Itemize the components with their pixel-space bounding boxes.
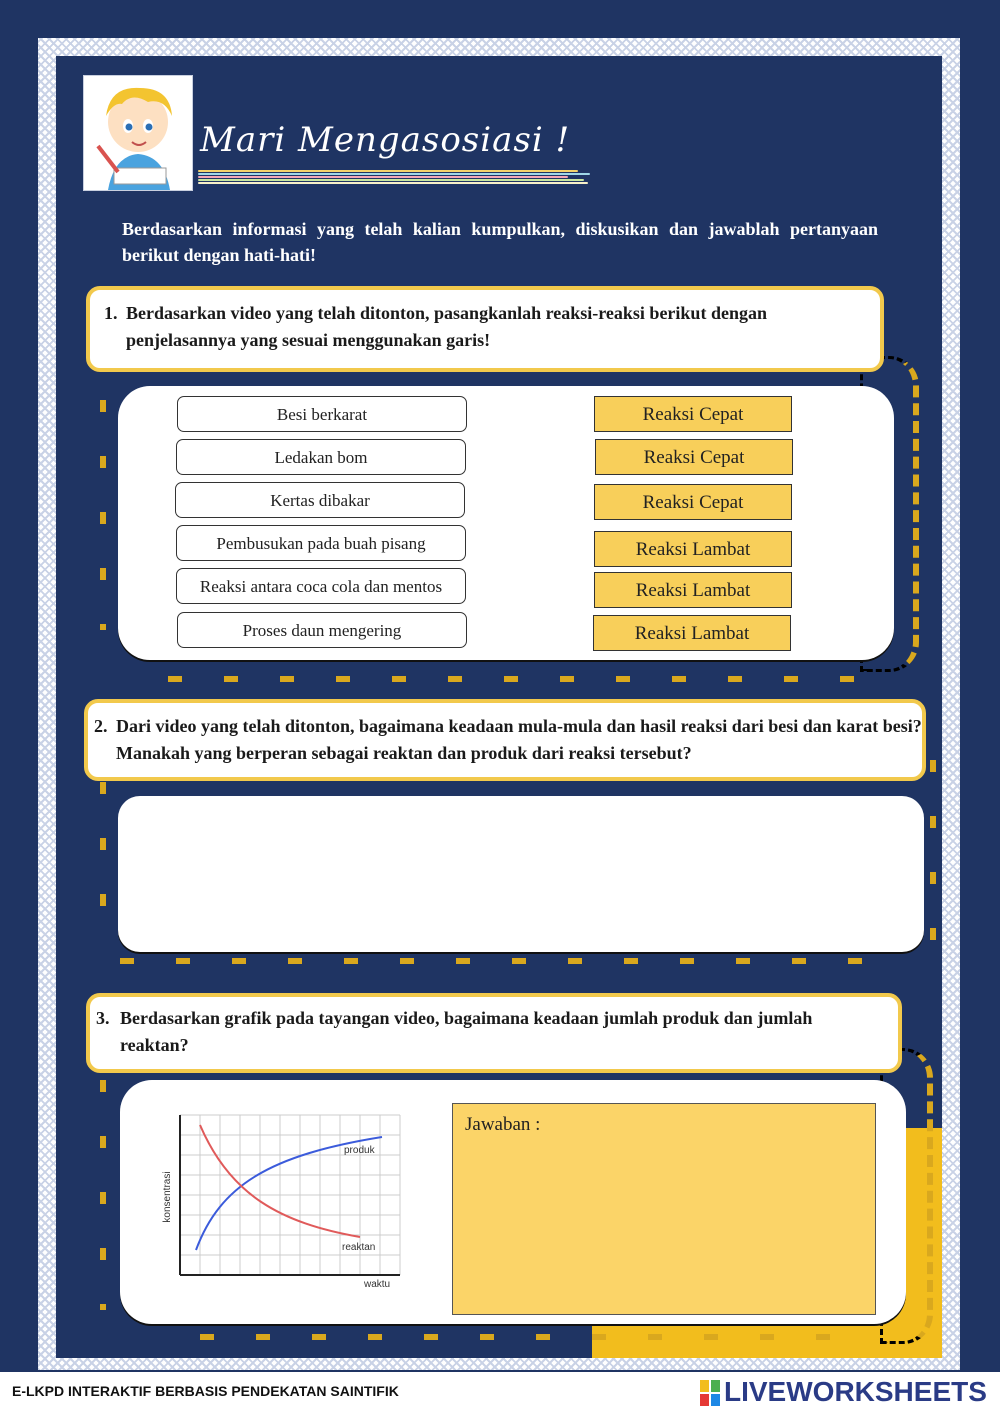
- q3-dash-left: [100, 1080, 106, 1310]
- q2-dash-left: [100, 782, 106, 932]
- q1-dash-left: [100, 400, 106, 630]
- graph-xlabel: waktu: [364, 1279, 391, 1290]
- match-right-item[interactable]: Reaksi Lambat: [594, 572, 792, 608]
- match-left-item[interactable]: Pembusukan pada buah pisang: [176, 525, 466, 561]
- q2-dash-bottom: [120, 958, 880, 964]
- concentration-time-graph: [150, 1105, 410, 1295]
- graph-reaktan-label: reaktan: [342, 1242, 376, 1253]
- question-3-text: Berdasarkan grafik pada tayangan video, bagaimana keadaan jumlah produk dan jumlah reaktan?: [120, 1008, 813, 1055]
- match-right-item[interactable]: Reaksi Lambat: [593, 615, 791, 651]
- question-1-text: Berdasarkan video yang telah ditonton, pasangkanlah reaksi-reaksi berikut dengan penjelasannya yang sesuai menggunakan garis!: [126, 303, 767, 350]
- q3-answer-field[interactable]: [452, 1103, 876, 1315]
- match-left-item[interactable]: Reaksi antara coca cola dan mentos: [176, 568, 466, 604]
- q2-answer-field[interactable]: [118, 796, 924, 952]
- boy-writing-illustration: [83, 75, 193, 191]
- match-left-item[interactable]: Besi berkarat: [177, 396, 467, 432]
- page-title: Mari Mengasosiasi !: [200, 120, 571, 160]
- liveworksheets-logo-icon: [700, 1380, 720, 1406]
- match-left-item[interactable]: Proses daun mengering: [177, 612, 467, 648]
- answer-label: Jawaban :: [465, 1114, 541, 1135]
- match-left-item[interactable]: Kertas dibakar: [175, 482, 465, 518]
- question-3-number: 3.: [96, 1008, 110, 1028]
- question-2-box: [84, 699, 926, 781]
- match-right-item[interactable]: Reaksi Cepat: [594, 484, 792, 520]
- footer-title: E-LKPD INTERAKTIF BERBASIS PENDEKATAN SAINTIFIK: [12, 1383, 399, 1399]
- footer: [0, 1372, 1000, 1413]
- q1-dash-bottom: [168, 676, 868, 682]
- question-1-number: 1.: [104, 303, 118, 323]
- match-right-item[interactable]: Reaksi Lambat: [594, 531, 792, 567]
- question-1-box: [86, 286, 884, 372]
- match-right-item[interactable]: Reaksi Cepat: [595, 439, 793, 475]
- intro-text: Berdasarkan informasi yang telah kalian kumpulkan, diskusikan dan jawablah pertanyaan berikut dengan hati-hati!: [122, 219, 878, 265]
- match-left-item[interactable]: Ledakan bom: [176, 439, 466, 475]
- graph-ylabel: konsentrasi: [162, 1171, 173, 1223]
- liveworksheets-brand: LIVEWORKSHEETS: [724, 1376, 987, 1407]
- question-3-box: [86, 993, 902, 1073]
- question-2-text: Dari video yang telah ditonton, bagaimana keadaan mula-mula dan hasil reaksi dari besi dan karat besi? Manakah yang berperan sebagai reaktan dan produk dari reaksi tersebut?: [116, 716, 922, 763]
- match-right-item[interactable]: Reaksi Cepat: [594, 396, 792, 432]
- q3-dash-bottom: [200, 1334, 860, 1340]
- graph-produk-label: produk: [344, 1145, 375, 1156]
- q2-dash-right: [930, 760, 936, 940]
- title-underline: [198, 170, 590, 188]
- question-2-number: 2.: [94, 716, 108, 736]
